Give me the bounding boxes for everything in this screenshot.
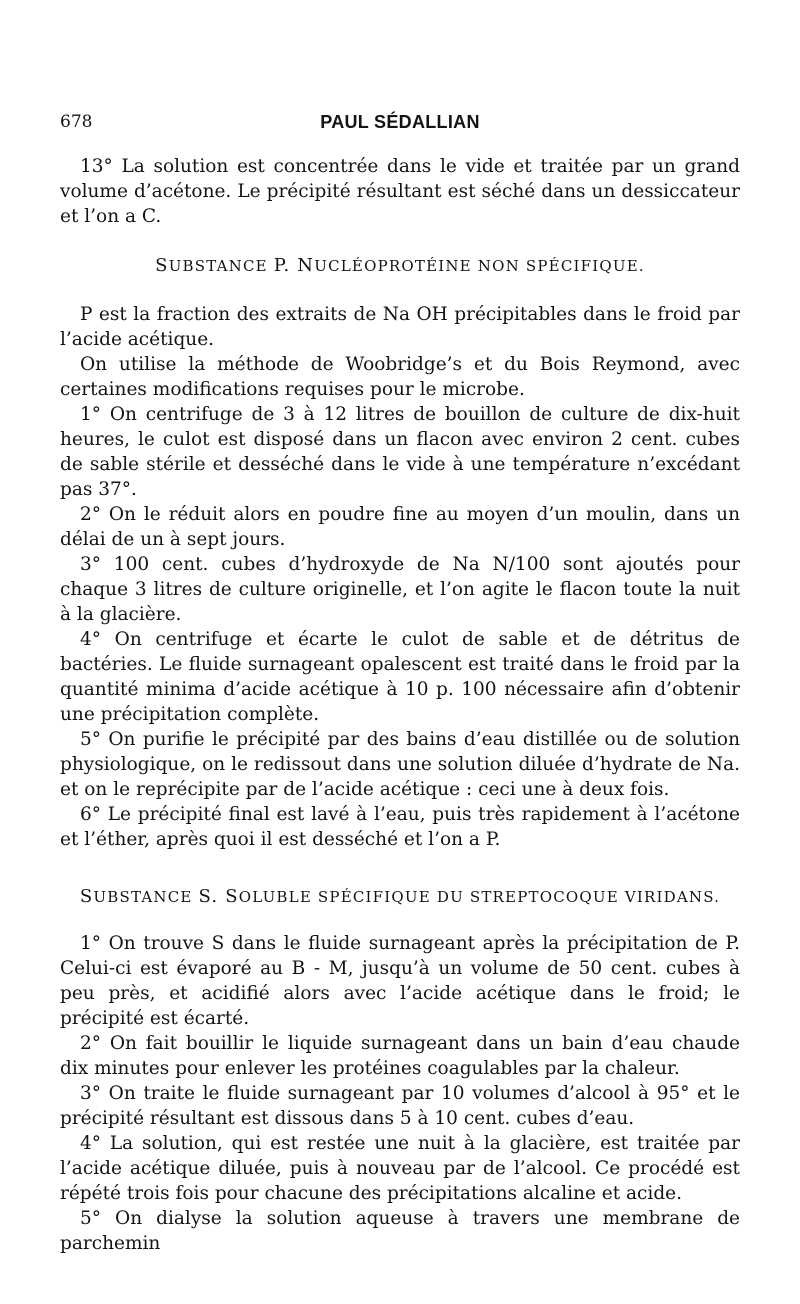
- running-head: PAUL SÉDALLIAN: [320, 112, 480, 132]
- paragraph: 4° On centrifuge et écarte le culot de sable et de détritus de bactéries. Le fluide surnageant opalescent est traité dans le froid par la quantité minima d’acide acétique à 10 p. 100 nécessaire afin d’obtenir une précipitation complète.: [60, 629, 740, 725]
- section-p-body: [60, 302, 740, 852]
- paragraph: 2° On le réduit alors en poudre fine au moyen d’un moulin, dans un délai de un à sept jours.: [60, 504, 740, 550]
- paragraph: 4° La solution, qui est restée une nuit à la glacière, est traitée par l’acide acétique diluée, puis à nouveau par de l’alcool. Ce procédé est répété trois fois pour chacune des précipitations alcaline et acide.: [60, 1133, 740, 1204]
- paragraph: 1° On centrifuge de 3 à 12 litres de bouillon de culture de dix-huit heures, le culot est disposé dans un flacon avec environ 2 cent. cubes de sable stérile et desséché dans le vide à une température n’excédant pas 37°.: [60, 404, 740, 500]
- paragraph: 3° 100 cent. cubes d’hydroxyde de Na N/100 sont ajoutés pour chaque 3 litres de culture originelle, et l’on agite le flacon toute la nuit à la glacière.: [60, 554, 740, 625]
- section-s-body: [60, 931, 740, 1256]
- heading-substance-p: SUBSTANCE P. NUCLÉOPROTÉINE NON SPÉCIFIQUE.: [155, 255, 645, 276]
- paragraph: 3° On traite le fluide surnageant par 10 volumes d’alcool à 95° et le précipité résultant est dissous dans 5 à 10 cent. cubes d’eau.: [60, 1083, 740, 1129]
- heading-substance-s: SUBSTANCE S. SOLUBLE SPÉCIFIQUE DU STREPTOCOQUE VIRIDANS.: [79, 886, 721, 907]
- body-text: [60, 154, 740, 1256]
- page-header: [60, 112, 740, 138]
- paragraph: 6° Le précipité final est lavé à l’eau, puis très rapidement à l’acétone et l’éther, après quoi il est desséché et l’on a P.: [60, 804, 740, 850]
- paragraph-13: 13° La solution est concentrée dans le vide et traitée par un grand volume d’acétone. Le précipité résultant est séché dans un dessiccateur et l’on a C.: [60, 156, 740, 227]
- page-number: 678: [60, 112, 93, 132]
- paragraph: 5° On purifie le précipité par des bains d’eau distillée ou de solution physiologique, on le redissout dans une solution diluée d’hydrate de Na. et on le reprécipite par de l’acide acétique : ceci une à deux fois.: [60, 729, 740, 800]
- paragraph: 1° On trouve S dans le fluide surnageant après la précipitation de P. Celui-ci est évaporé au B - M, jusqu’à un volume de 50 cent. cubes à peu près, et acidifié alors avec l’acide acétique dans le froid; le précipité est écarté.: [60, 933, 740, 1029]
- paragraph: On utilise la méthode de Woobridge’s et du Bois Reymond, avec certaines modifications requises pour le microbe.: [60, 354, 740, 400]
- paragraph: 5° On dialyse la solution aqueuse à travers une membrane de parchemin: [60, 1208, 740, 1254]
- paragraph: 2° On fait bouillir le liquide surnageant dans un bain d’eau chaude dix minutes pour enlever les protéines coagulables par la chaleur.: [60, 1033, 740, 1079]
- paragraph: P est la fraction des extraits de Na OH précipitables dans le froid par l’acide acétique.: [60, 304, 740, 350]
